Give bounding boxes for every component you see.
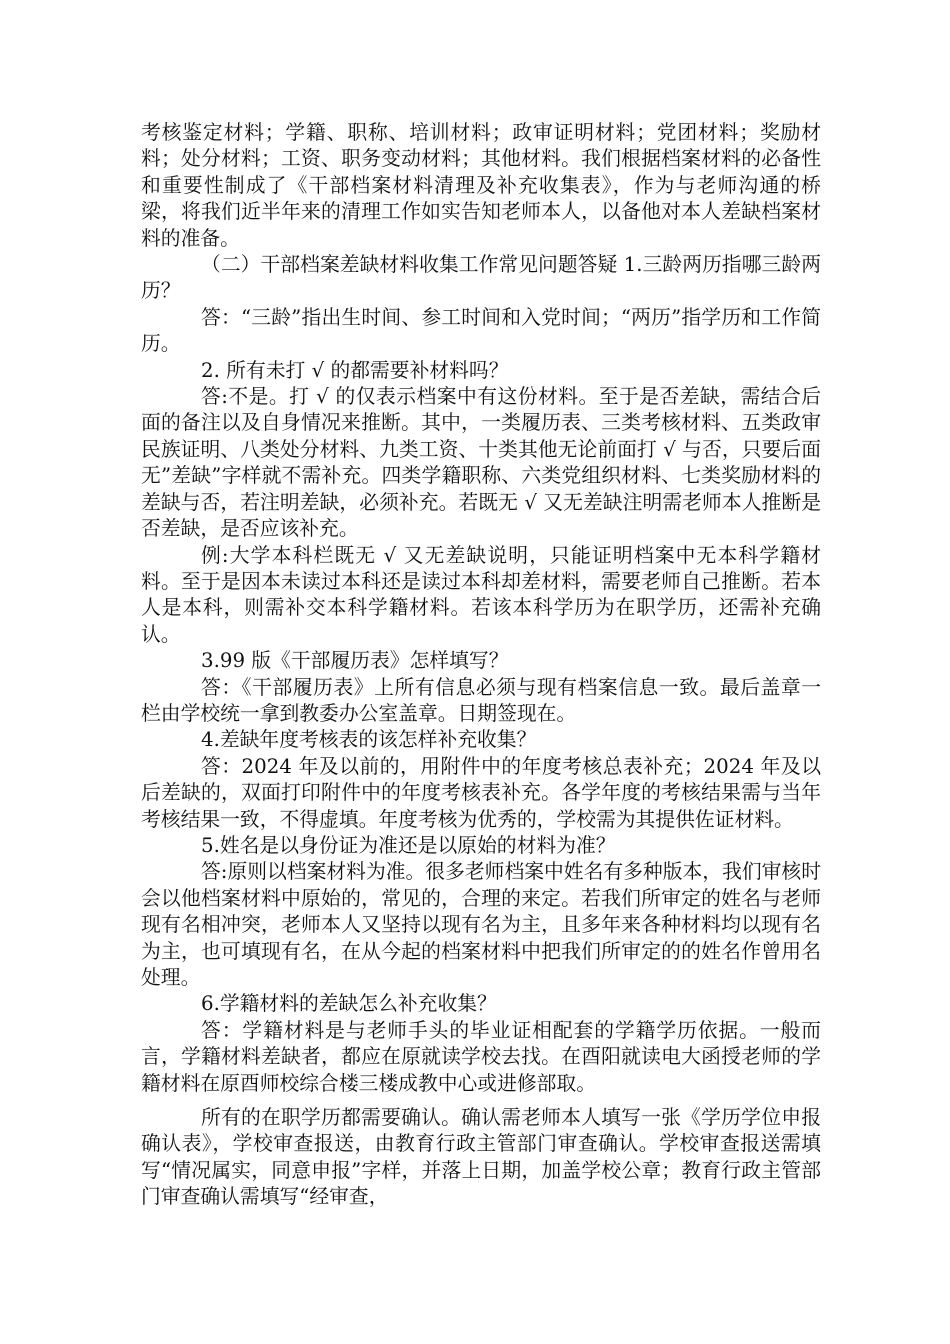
paragraph-inservice-confirmation: 所有的在职学历都需要确认。确认需老师本人填写一张《学历学位申报确认表》，学校审查报送，由教育行政主管部门审查确认。学校审查报送需填写“情况属实，同意申报”字样，并落上日期，加盖学校公章；教育行政主管部门审查确认需填写“经审查， [141,1106,821,1209]
paragraph-question-2: 2. 所有未打 √ 的都需要补材料吗？ [201,358,509,382]
paragraph-answer-4: 答：2024 年及以前的，用附件中的年度考核总表补充；2024 年及以后差缺的，双面打印附件中的年度考核表补充。各学年度的考核结果需与当年考核结果一致，不得虚填。年度考核为优秀的，学校需为其提供佐证材料。 [141,754,821,831]
paragraph-answer-6: 答：学籍材料是与老师手头的毕业证相配套的学籍学历依据。一般而言，学籍材料差缺者，都应在原就读学校去找。在酉阳就读电大函授老师的学籍材料在原酉师校综合楼三楼成教中心或进修部取。 [141,1018,821,1095]
paragraph-question-4: 4.差缺年度考核表的该怎样补充收集？ [201,728,537,752]
paragraph-example: 例:大学本科栏既无 √ 又无差缺说明，只能证明档案中无本科学籍材料。至于是因本未读过本科还是读过本科却差材料，需要老师自己推断。若本人是本科，则需补交本科学籍材料。若该本科学历为在职学历，还需补充确认。 [141,543,821,646]
paragraph-answer-3: 答：《干部履历表》上所有信息必须与现有档案信息一致。最后盖章一栏由学校统一拿到教委办公室盖章。日期签现在。 [141,675,821,725]
document-body [141,120,821,1211]
paragraph-answer-1: 答：“三龄”指出生时间、参工时间和入党时间；“两历”指学历和工作简历。 [141,305,821,356]
paragraph-faq-heading: （二）干部档案差缺材料收集工作常见问题答疑 1.三龄两历指哪三龄两历？ [141,253,821,303]
paragraph-question-6: 6.学籍材料的差缺怎么补充收集？ [201,992,497,1016]
paragraph-answer-2: 答:不是。打 √ 的仅表示档案中有这份材料。至于是否差缺，需结合后面的备注以及自身情况来推断。其中，一类履历表、三类考核材料、五类政审民族证明、八类处分材料、九类工资、十类其他无论前面打 √ 与否，只要后面无”差缺”字样就不需补充。四类学籍职称、六类党组织材料、七类奖励材料的差缺与否，若注明差缺，必须补充。若既无 √ 又无差缺注明需老师本人推断是否差缺，是否应该补充。 [141,385,821,541]
paragraph-question-3: 3.99 版《干部履历表》怎样填写？ [201,649,509,673]
paragraph-answer-5: 答:原则以档案材料为准。很多老师档案中姓名有多种版本，我们审核时会以他档案材料中原始的，常见的，合理的来定。若我们所审定的姓名与老师现有名相冲突，老师本人又坚持以现有名为主，且多年来各种材料均以现有名为主，也可填现有名，在从今起的档案材料中把我们所审定的的姓名作曾用名处理。 [141,860,821,989]
paragraph-archive-categories: 考核鉴定材料；学籍、职称、培训材料；政审证明材料；党团材料；奖励材料；处分材料；工资、职务变动材料；其他材料。我们根据档案材料的必备性和重要性制成了《干部档案材料清理及补充收集表》，作为与老师沟通的桥梁，将我们近半年来的清理工作如实告知老师本人，以备他对本人差缺档案材料的准备。 [141,121,821,250]
paragraph-question-5: 5.姓名是以身份证为准还是以原始的材料为准？ [201,833,616,857]
